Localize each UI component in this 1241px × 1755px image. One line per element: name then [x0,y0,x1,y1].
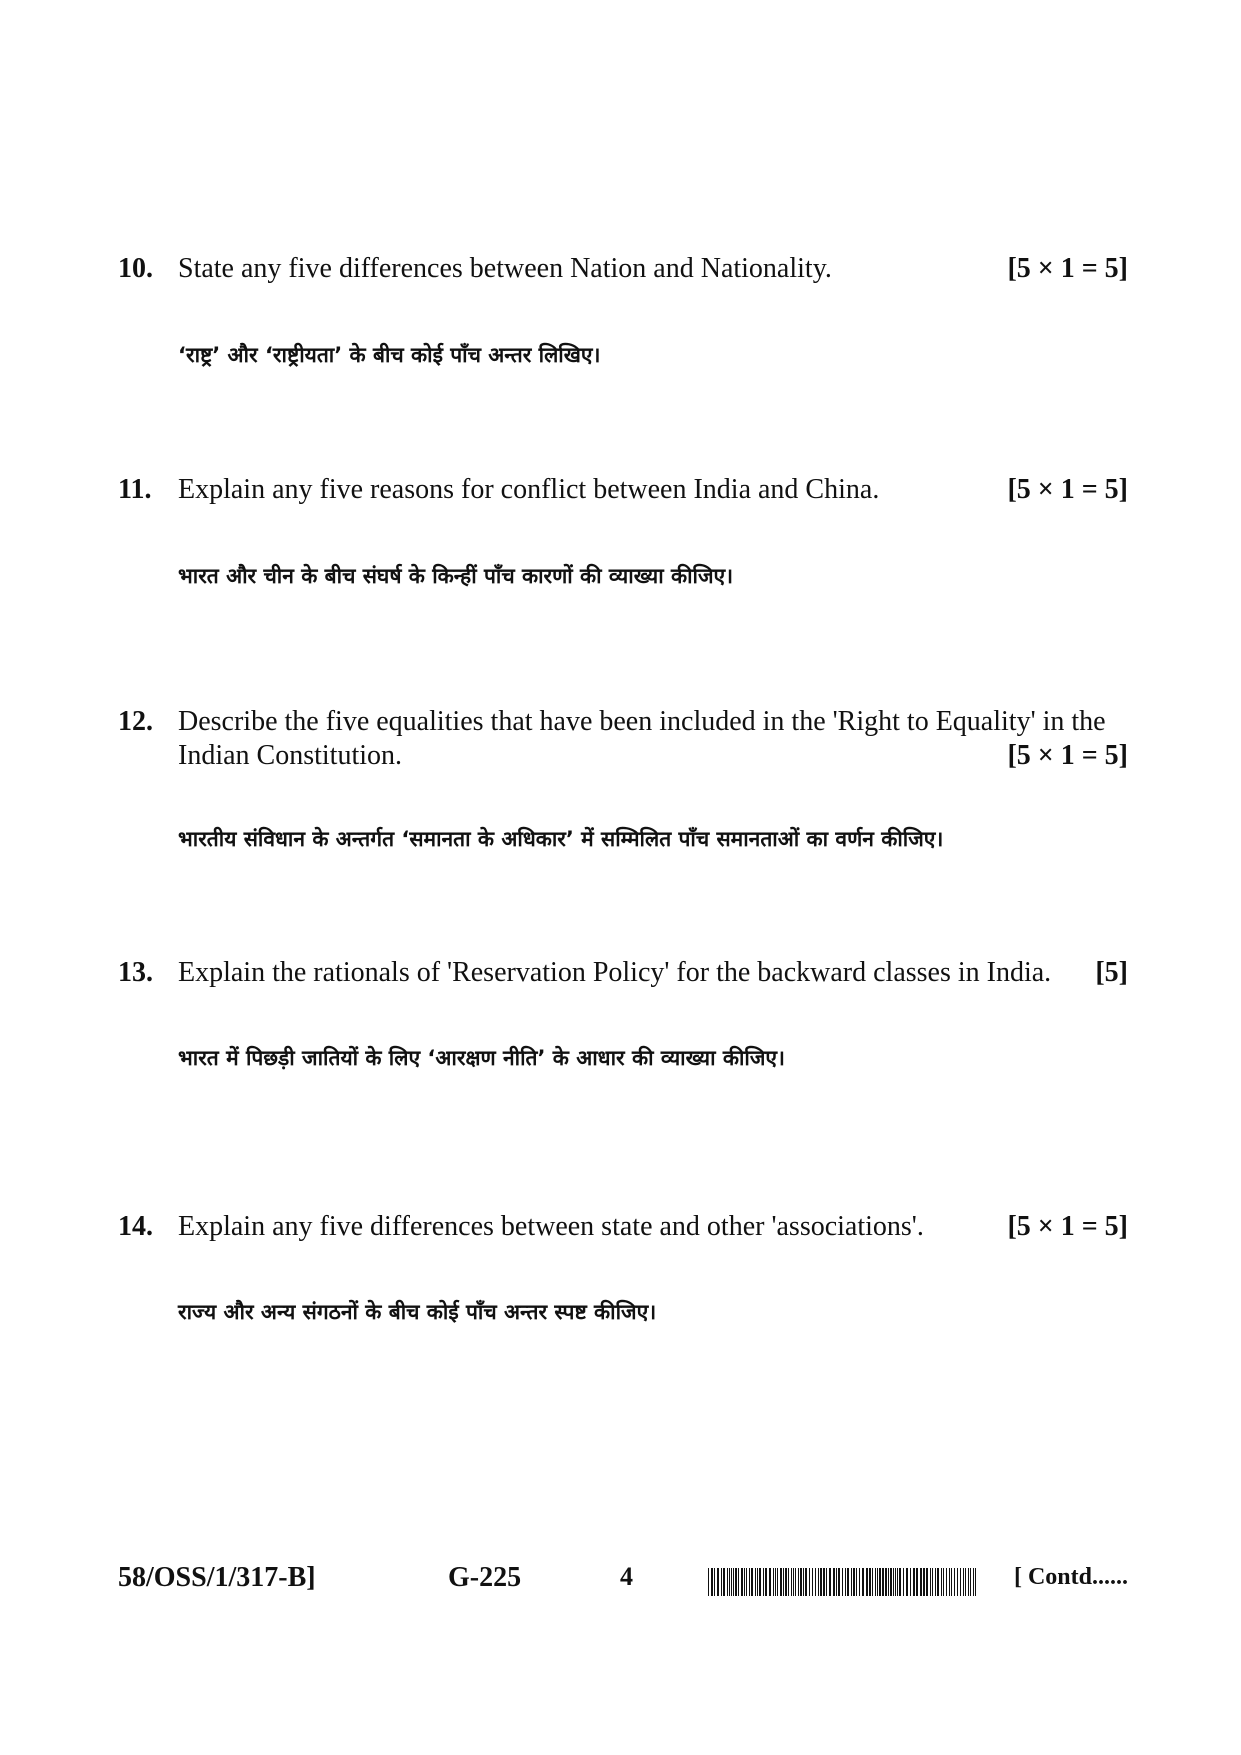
question-text: Describe the five equalities that have been included in the 'Right to Equality' in the [178,706,1106,737]
question-text: State any five differences between Nation and Nationality. [178,253,832,284]
question-10-hindi: ‘राष्ट्र’ और ‘राष्ट्रीयता’ के बीच कोई पाँच अन्तर लिखिए। [178,343,601,367]
question-13-hindi: भारत में पिछड़ी जातियों के लिए ‘आरक्षण नीति’ के आधार की व्याख्या कीजिए। [178,1046,785,1070]
question-line [118,956,1128,990]
question-marks: [5 × 1 = 5] [1007,1211,1128,1242]
question-number: 13. [118,957,153,988]
question-marks: [5 × 1 = 5] [1007,474,1128,505]
question-line [118,252,1128,286]
question-number: 11. [118,474,152,505]
question-text: Explain the rationals of 'Reservation Policy' for the backward classes in India. [178,957,1052,988]
question-10 [118,252,1128,286]
question-number: 10. [118,253,153,284]
question-12-hindi: भारतीय संविधान के अन्तर्गत ‘समानता के अधिकार’ में सम्मिलित पाँच समानताओं का वर्णन कीजिए। [178,827,944,851]
question-text: Explain any five differences between state and other 'associations'. [178,1211,924,1242]
question-line [118,473,1128,507]
question-11-hindi: भारत और चीन के बीच संघर्ष के किन्हीं पाँच कारणों की व्याख्या कीजिए। [178,564,734,588]
page-footer [118,1562,1128,1602]
question-marks: [5 × 1 = 5] [1007,253,1128,284]
question-13 [118,956,1128,990]
question-line [118,1210,1128,1244]
question-14 [118,1210,1128,1244]
question-number: 12. [118,706,153,737]
question-text: Explain any five reasons for conflict between India and China. [178,474,880,505]
question-12 [118,705,1128,773]
question-14-hindi: राज्य और अन्य संगठनों के बीच कोई पाँच अन्तर स्पष्ट कीजिए। [178,1300,657,1324]
question-line-continued [118,739,1128,773]
barcode-icon [708,1568,978,1596]
question-line [118,705,1128,739]
series-code: G-225 [448,1562,522,1593]
question-text-continued: Indian Constitution. [178,740,402,771]
paper-code: 58/OSS/1/317-B] [118,1562,316,1593]
question-number: 14. [118,1211,153,1242]
question-11 [118,473,1128,507]
question-marks: [5] [1095,957,1128,988]
page-number: 4 [620,1562,633,1591]
contd-label: [ Contd...... [1013,1564,1128,1590]
question-marks: [5 × 1 = 5] [1007,740,1128,771]
